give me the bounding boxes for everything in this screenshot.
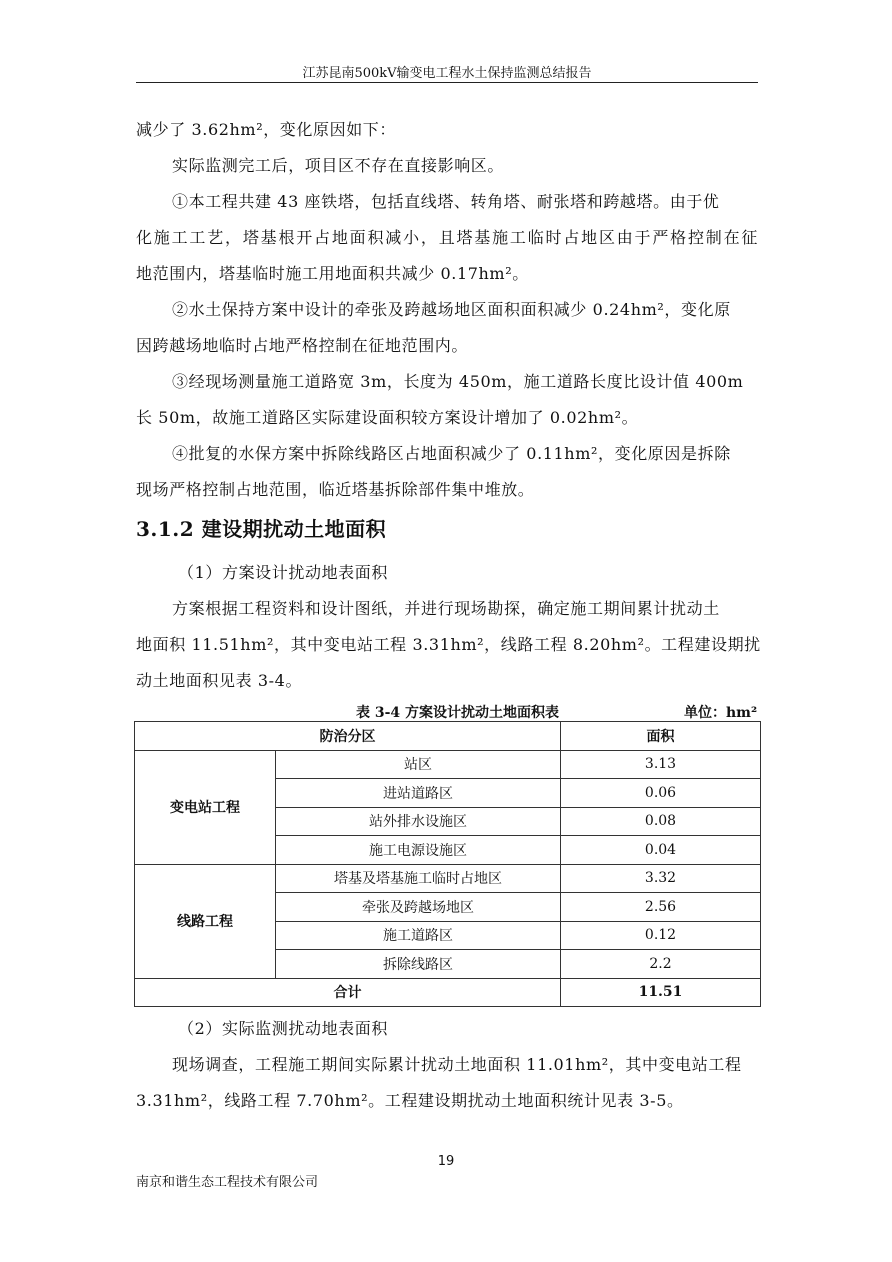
running-header: 江苏昆南500kV输变电工程水土保持监测总结报告 — [302, 66, 592, 81]
paragraph-line: ①本工程共建 43 座铁塔，包括直线塔、转角塔、耐张塔和跨越塔。由于优 — [172, 192, 720, 211]
row-value: 0.06 — [561, 779, 761, 808]
page-number: 19 — [437, 1154, 455, 1169]
row-label: 站区 — [276, 750, 561, 779]
row-label: 牵张及跨越场地区 — [276, 893, 561, 922]
header-area: 面积 — [561, 722, 761, 751]
table-row — [135, 750, 761, 779]
paragraph-line: ④批复的水保方案中拆除线路区占地面积减少了 0.11hm²，变化原因是拆除 — [172, 444, 731, 463]
paragraph-line: ②水土保持方案中设计的牵张及跨越场地区面积面积减少 0.24hm²，变化原 — [172, 300, 731, 319]
paragraph-line: 减少了 3.62hm²，变化原因如下： — [136, 120, 397, 139]
row-label: 施工道路区 — [276, 921, 561, 950]
paragraph-line: 3.31hm²，线路工程 7.70hm²。工程建设期扰动土地面积统计见表 3-5。 — [136, 1091, 684, 1110]
table-header-row — [135, 722, 761, 751]
total-label: 合计 — [135, 978, 561, 1007]
paragraph-line: 因跨越场地临时占地严格控制在征地范围内。 — [136, 336, 469, 355]
row-value: 2.56 — [561, 893, 761, 922]
paragraph-line: 地面积 11.51hm²，其中变电站工程 3.31hm²，线路工程 8.20hm²。工程建设期扰 — [136, 635, 761, 654]
paragraph-line: 实际监测完工后，项目区不存在直接影响区。 — [172, 156, 505, 175]
table-total-row — [135, 978, 761, 1007]
row-label: 施工电源设施区 — [276, 836, 561, 865]
paragraph-line: 化施工工艺，塔基根开占地面积减小，且塔基施工临时占地区由于严格控制在征 — [136, 228, 758, 247]
total-value: 11.51 — [561, 978, 761, 1007]
header-rule — [136, 82, 758, 83]
subsection-title: （2）实际监测扰动地表面积 — [178, 1019, 388, 1038]
section-heading: 3.1.2 建设期扰动土地面积 — [136, 517, 387, 541]
row-value: 0.08 — [561, 807, 761, 836]
table-unit: 单位：hm² — [684, 705, 758, 721]
row-label: 进站道路区 — [276, 779, 561, 808]
row-label: 站外排水设施区 — [276, 807, 561, 836]
group-substation: 变电站工程 — [135, 750, 276, 864]
paragraph-line: 动土地面积见表 3-4。 — [136, 671, 303, 690]
row-label: 塔基及塔基施工临时占地区 — [276, 864, 561, 893]
row-value: 2.2 — [561, 950, 761, 979]
subsection-title: （1）方案设计扰动地表面积 — [178, 563, 388, 582]
row-value: 3.13 — [561, 750, 761, 779]
row-label: 拆除线路区 — [276, 950, 561, 979]
row-value: 3.32 — [561, 864, 761, 893]
table-row — [135, 864, 761, 893]
header-zone: 防治分区 — [135, 722, 561, 751]
footer-company: 南京和谐生态工程技术有限公司 — [136, 1175, 319, 1190]
paragraph-line: 地范围内，塔基临时施工用地面积共减少 0.17hm²。 — [136, 264, 529, 283]
paragraph-line: 现场调查，工程施工期间实际累计扰动土地面积 11.01hm²，其中变电站工程 — [172, 1055, 742, 1074]
row-value: 0.12 — [561, 921, 761, 950]
row-value: 0.04 — [561, 836, 761, 865]
area-table — [134, 721, 761, 1007]
paragraph-line: 现场严格控制占地范围，临近塔基拆除部件集中堆放。 — [136, 480, 535, 499]
group-line: 线路工程 — [135, 864, 276, 978]
table-caption: 表 3-4 方案设计扰动土地面积表 — [356, 705, 560, 721]
paragraph-line: 长 50m，故施工道路区实际建设面积较方案设计增加了 0.02hm²。 — [136, 408, 639, 427]
paragraph-line: 方案根据工程资料和设计图纸，并进行现场勘探，确定施工期间累计扰动土 — [172, 599, 720, 618]
paragraph-line: ③经现场测量施工道路宽 3m，长度为 450m，施工道路长度比设计值 400m — [172, 372, 744, 391]
